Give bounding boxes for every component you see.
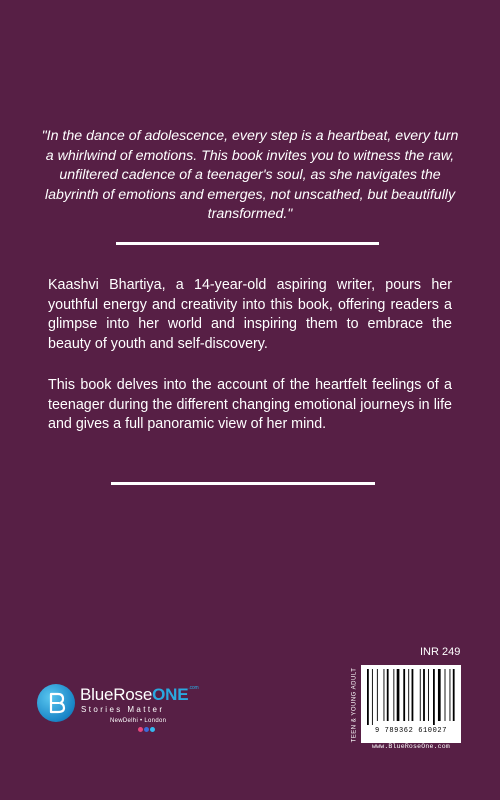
barcode-bar (367, 669, 369, 725)
divider-top (116, 242, 379, 245)
barcode-bar (372, 669, 373, 725)
barcode-bar (393, 669, 394, 721)
twitter-icon (150, 727, 155, 732)
barcode-bar (384, 669, 385, 721)
publisher-name: BlueRoseONE$^{.com}$ (80, 685, 199, 704)
barcode-bar (387, 669, 389, 721)
isbn-number: 9 789362 610027 (374, 727, 447, 735)
barcode-bar (438, 669, 441, 721)
barcode-bar (377, 669, 378, 721)
barcode-bar (445, 669, 446, 721)
barcode-bar (433, 669, 435, 725)
barcode-bar (397, 669, 400, 721)
instagram-icon (138, 727, 143, 732)
author-blurb: Kaashvi Bhartiya, a 14-year-old aspiring writer, pours her youthful energy and creativity into this book, offering readers a glimpse into her world and inspiring them to embrace the beauty of youth and self-discovery. (48, 277, 452, 352)
barcode-bar (420, 669, 421, 721)
publisher-tagline: Stories Matter (81, 705, 165, 714)
publisher-website: www.BlueRoseOne.com (372, 743, 450, 750)
barcode-bar (450, 669, 451, 721)
genre-label: TEEN & YOUNG ADULT (351, 667, 358, 743)
divider-bottom (111, 482, 375, 485)
barcode-bar (412, 669, 414, 721)
back-cover-quote: "In the dance of adolescence, every step is a heartbeat, every turn a whirlwind of emotions. This book invites you to witness the raw, unfiltered cadence of a teenager's soul, as she navigates the labyrinth of emotions and emerges, not unscathed, but beautifully transformed." (41, 128, 459, 222)
publisher-logo-icon (37, 684, 75, 722)
book-description: This book delves into the account of the heartfelt feelings of a teenager during the different changing emotional journeys in life and gives a full panoramic view of her mind. (48, 377, 452, 432)
price-label: INR 249 (420, 646, 461, 658)
barcode-bar (423, 669, 425, 721)
isbn-barcode (361, 665, 461, 743)
social-icons (138, 727, 155, 732)
barcode-bar (408, 669, 409, 721)
publisher-cities: NewDelhi • London (110, 718, 167, 724)
facebook-icon (144, 727, 149, 732)
barcode-bar (403, 669, 405, 721)
barcode-bar (428, 669, 429, 721)
barcode-bar (453, 669, 455, 721)
